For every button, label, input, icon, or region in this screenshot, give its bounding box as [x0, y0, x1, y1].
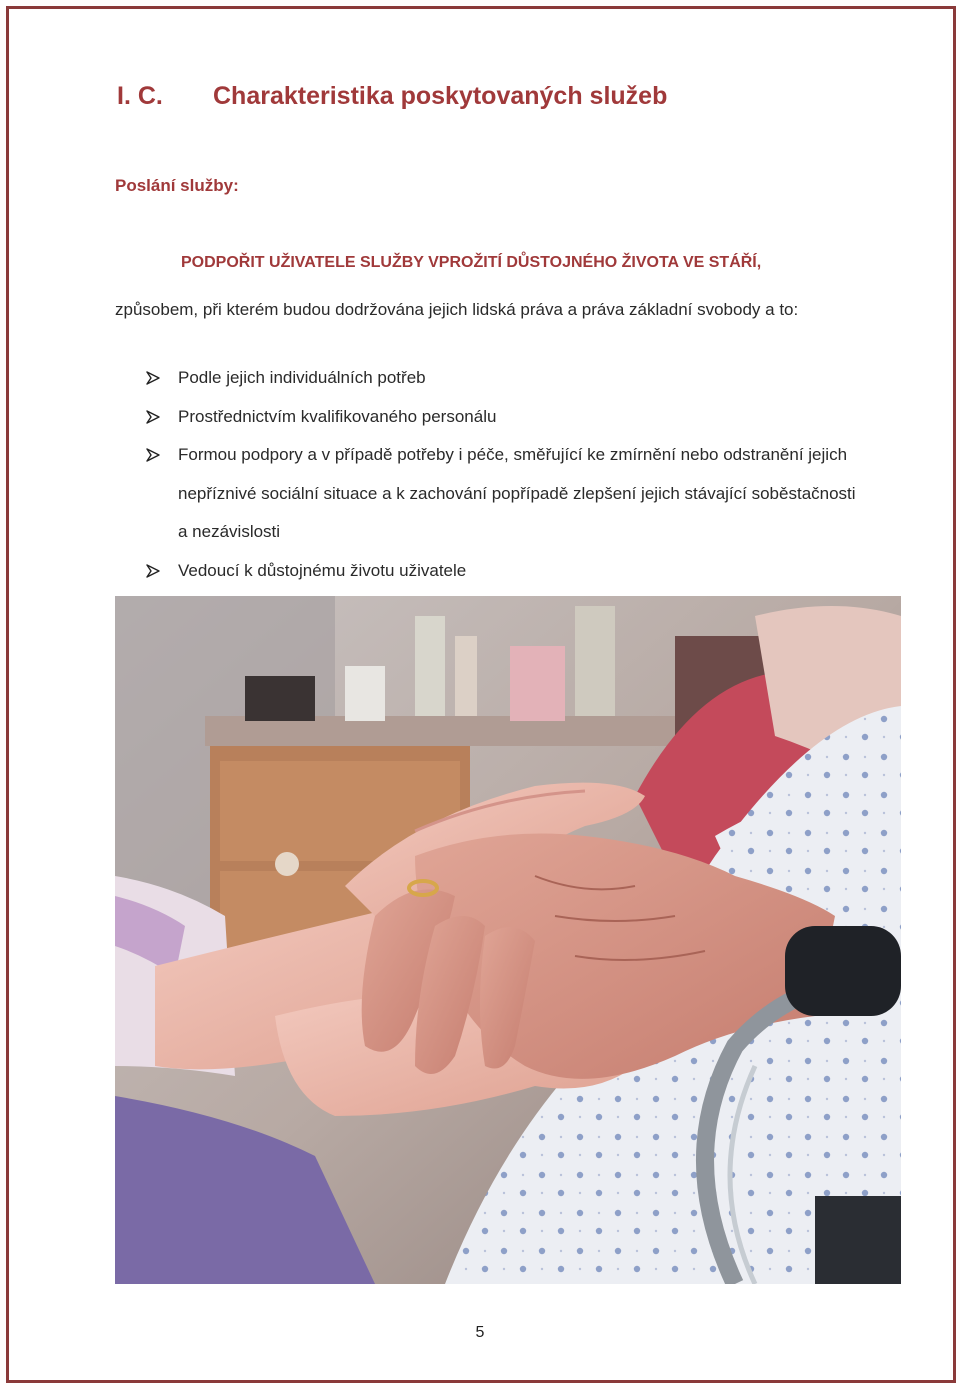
section-heading: [117, 82, 667, 111]
arrow-bullet-icon: [146, 564, 160, 578]
list-item: [146, 552, 866, 591]
list-item-text: Formou podpory a v případě potřeby i péče, směřující ke zmírnění nebo odstranění jejich nepříznivé sociální situace a k zachování popřípadě zlepšení jejich stávající soběstačnosti a nezávislosti: [178, 445, 856, 541]
photo-illustration: [115, 596, 901, 1284]
mission-list: [146, 359, 866, 590]
arrow-bullet-icon: [146, 448, 160, 462]
arrow-bullet-icon: [146, 371, 160, 385]
section-number: I. C.: [117, 82, 163, 110]
mission-motto: PODPOŘIT UŽIVATELE SLUŽBY VPROŽITÍ DŮSTOJNÉHO ŽIVOTA VE STÁŘÍ,: [181, 254, 762, 271]
mission-intro: způsobem, při kterém budou dodržována jejich lidská práva a práva základní svobody a to:: [115, 300, 799, 319]
list-item-text: Prostřednictvím kvalifikovaného personálu: [178, 406, 497, 426]
list-item-text: Podle jejich individuálních potřeb: [178, 368, 426, 387]
list-item-text: Vedoucí k důstojnému životu uživatele: [178, 560, 467, 580]
mission-label: Poslání služby:: [115, 176, 239, 195]
list-item: [146, 436, 866, 552]
list-item: [146, 398, 866, 437]
photo-holding-hands: [115, 596, 901, 1284]
page-number: 5: [475, 1324, 485, 1341]
section-title: Charakteristika poskytovaných služeb: [213, 82, 668, 110]
list-item: [146, 359, 866, 398]
arrow-bullet-icon: [146, 410, 160, 424]
